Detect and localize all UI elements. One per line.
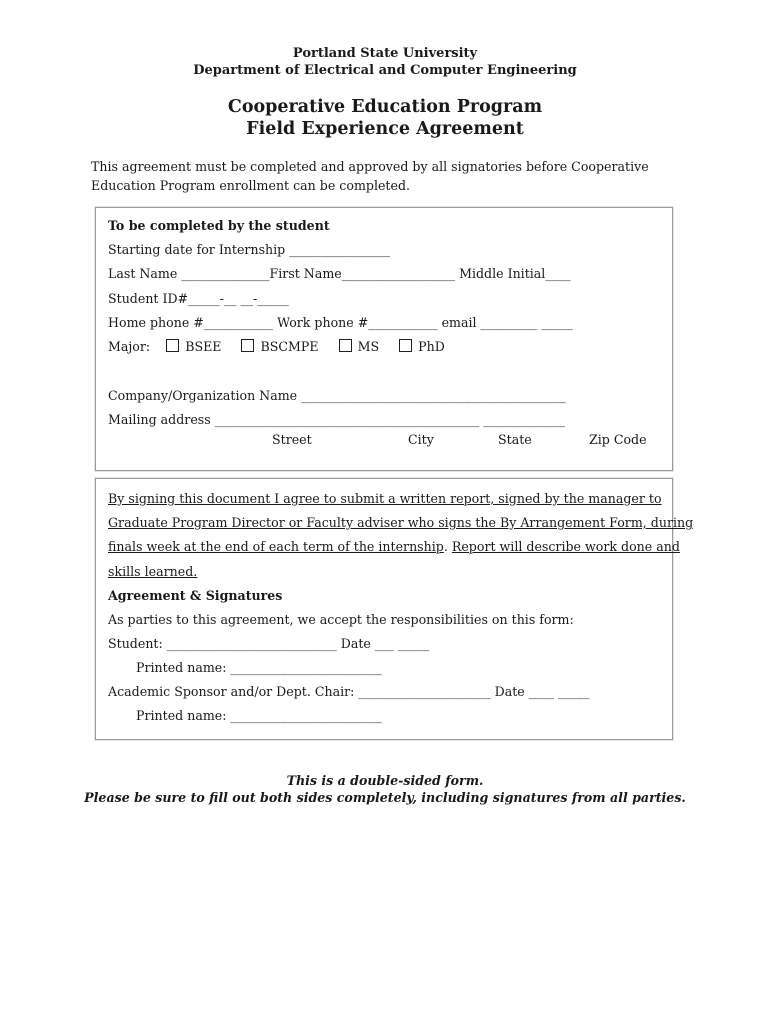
sponsor-signature-field[interactable]: Academic Sponsor and/or Dept. Chair: _____________________ Date ____ _____ [108,684,590,699]
major-bscmpe-option[interactable] [241,339,318,354]
report-notice-line-3a: finals week at the end of each term of the internship [108,539,444,554]
report-notice-line-3c: Report will describe work done and [451,539,680,554]
major-ms-option[interactable] [339,339,380,354]
intro-line-1: This agreement must be completed and approved by all signatories before Cooperative [91,159,649,174]
phd-label: PhD [418,339,445,354]
state-label: State [498,432,532,447]
student-printed-name-field[interactable]: Printed name: ________________________ [136,660,382,675]
fill-both-sides-notice: Please be sure to fill out both sides completely, including signatures from all parties. [84,790,686,805]
university-name: Portland State University [292,46,478,61]
ms-label: MS [357,339,380,354]
student-id-field[interactable]: Student ID#_____-__ __-_____ [108,291,289,306]
report-notice-line-4: skills learned. [108,564,198,579]
report-notice-line-3b: . [443,539,452,554]
company-name-field[interactable]: Company/Organization Name __________________________________________ [108,388,566,403]
form-title-line1: Cooperative Education Program [227,97,543,117]
major-phd-option[interactable] [399,339,445,354]
phone-email-fields[interactable]: Home phone #___________ Work phone #___________ email _________ _____ [108,315,573,330]
agreement-heading: Agreement & Signatures [108,588,283,603]
zip-code-label: Zip Code [589,432,647,447]
major-bsee-option[interactable] [166,339,221,354]
bsee-checkbox[interactable] [166,339,179,352]
report-notice-line-1: By signing this document I agree to submit a written report, signed by the manager to [108,491,662,506]
report-notice-line-3 [108,539,680,554]
report-notice-line-2: Graduate Program Director or Faculty adviser who signs the By Arrangement Form, during [108,515,694,530]
department-name: Department of Electrical and Computer Engineering [193,63,577,78]
intro-line-2: Education Program enrollment can be completed. [91,178,411,193]
agreement-section [95,478,694,740]
bscmpe-label: BSCMPE [260,339,319,354]
major-label: Major: [108,339,151,354]
bscmpe-checkbox[interactable] [241,339,254,352]
student-signature-field[interactable]: Student: ___________________________ Date ___ _____ [108,636,430,651]
starting-date-field[interactable]: Starting date for Internship ________________ [108,242,390,257]
intro-paragraph [91,157,651,195]
city-label: City [408,432,434,447]
student-section-heading: To be completed by the student [108,218,330,233]
double-sided-notice: This is a double-sided form. [286,773,484,788]
student-section [95,207,673,471]
ms-checkbox[interactable] [339,339,352,352]
form-title-line2: Field Experience Agreement [246,119,524,139]
street-label: Street [272,432,312,447]
mailing-address-field[interactable]: Mailing address __________________________________________ _____________ [108,412,566,427]
parties-statement: As parties to this agreement, we accept the responsibilities on this form: [108,612,574,627]
sponsor-printed-name-field[interactable]: Printed name: ________________________ [136,708,382,723]
name-fields[interactable]: Last Name ______________First Name__________________ Middle Initial____ [108,266,571,281]
phd-checkbox[interactable] [399,339,412,352]
bsee-label: BSEE [185,339,222,354]
major-row [108,339,445,354]
